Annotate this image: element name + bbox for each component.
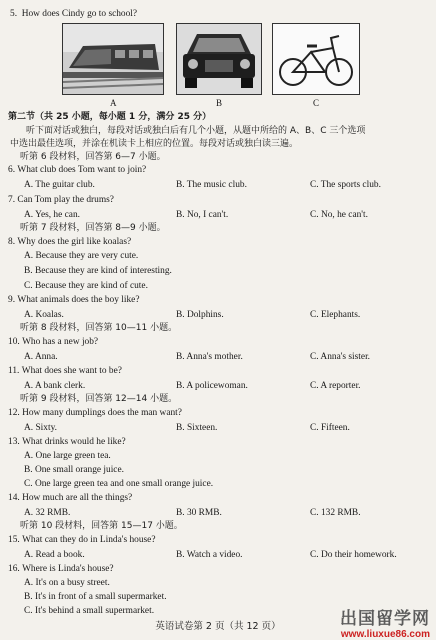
group-15-17: 听第 10 段材料，回答第 15—17 小题。 — [20, 521, 183, 531]
q16-option-a: A. It's on a busy street. — [24, 578, 110, 588]
q13-option-b: B. One small orange juice. — [24, 465, 124, 475]
question-12: 12. How many dumplings does the man want? — [8, 408, 182, 418]
q10-option-c: C. Anna's sister. — [310, 352, 371, 362]
site-watermark — [340, 604, 430, 640]
question-9: 9. What animals does the boy like? — [8, 295, 140, 305]
q11-option-c: C. A reporter. — [310, 381, 361, 391]
q6-option-a: A. The guitar club. — [24, 180, 95, 190]
page-footer: 英语试卷第 2 页（共 12 页） — [155, 621, 281, 632]
q14-option-c: C. 132 RMB. — [310, 508, 361, 518]
question-11: 11. What does she want to be? — [8, 366, 122, 376]
picture-label-c: C — [313, 98, 320, 108]
question-8: 8. Why does the girl like koalas? — [8, 237, 132, 247]
watermark-url: www.liuxue86.com — [340, 629, 430, 640]
question-13: 13. What drinks would he like? — [8, 437, 126, 447]
q16-option-b: B. It's in front of a small supermarket. — [24, 592, 167, 602]
group-10-11: 听第 8 段材料，回答第 10—11 小题。 — [20, 323, 178, 333]
q9-option-c: C. Elephants. — [310, 310, 361, 320]
q10-option-b: B. Anna's mother. — [176, 352, 243, 362]
train-image — [62, 23, 164, 95]
picture-label-a: A — [110, 98, 117, 108]
q15-option-a: A. Read a book. — [24, 550, 85, 560]
question-10: 10. Who has a new job? — [8, 337, 99, 347]
section-title: 第二节（共 25 小题，每小题 1 分，满分 25 分） — [8, 112, 212, 122]
q11-option-a: A. A bank clerk. — [24, 381, 86, 391]
q8-option-b: B. Because they are kind of interesting. — [24, 266, 172, 276]
watermark-title: 出国留学网 — [340, 609, 430, 629]
q7-option-b: B. No, I can't. — [176, 210, 229, 220]
q15-option-b: B. Watch a video. — [176, 550, 243, 560]
q13-option-a: A. One large green tea. — [24, 451, 111, 461]
question-6: 6. What club does Tom want to join? — [8, 165, 147, 175]
q7-option-c: C. No, he can't. — [310, 210, 368, 220]
q16-option-c: C. It's behind a small supermarket. — [24, 606, 155, 616]
q7-option-a: A. Yes, he can. — [24, 210, 80, 220]
question-7: 7. Can Tom play the drums? — [8, 195, 114, 205]
q9-option-a: A. Koalas. — [24, 310, 64, 320]
q13-option-c: C. One large green tea and one small orange juice. — [24, 479, 214, 489]
q12-option-c: C. Fifteen. — [310, 423, 350, 433]
q14-option-b: B. 30 RMB. — [176, 508, 222, 518]
q6-option-b: B. The music club. — [176, 180, 247, 190]
car-image — [176, 23, 262, 95]
question-15: 15. What can they do in Linda's house? — [8, 535, 156, 545]
q12-option-a: A. Sixty. — [24, 423, 57, 433]
q8-option-c: C. Because they are kind of cute. — [24, 281, 148, 291]
q10-option-a: A. Anna. — [24, 352, 58, 362]
section-instructions-2: 中选出最佳选项，并涂在机读卡上相应的位置。每段对话或独白读三遍。 — [10, 139, 299, 149]
group-6-7: 听第 6 段材料，回答第 6—7 小题。 — [20, 152, 166, 162]
question-16: 16. Where is Linda's house? — [8, 564, 114, 574]
bicycle-image — [272, 23, 360, 95]
picture-label-b: B — [216, 98, 223, 108]
q8-option-a: A. Because they are very cute. — [24, 251, 139, 261]
section-instructions-1: 听下面对话或独白，每段对话或独白后有几个小题，从题中所给的 A、B、C 三个选项 — [26, 126, 366, 136]
q11-option-b: B. A policewoman. — [176, 381, 248, 391]
q5-stem: 5. How does Cindy go to school? — [10, 9, 138, 19]
question-14: 14. How much are all the things? — [8, 493, 133, 503]
q12-option-b: B. Sixteen. — [176, 423, 218, 433]
q9-option-b: B. Dolphins. — [176, 310, 224, 320]
group-12-14: 听第 9 段材料，回答第 12—14 小题。 — [20, 394, 178, 404]
q6-option-c: C. The sports club. — [310, 180, 381, 190]
group-8-9: 听第 7 段材料，回答第 8—9 小题。 — [20, 223, 166, 233]
q14-option-a: A. 32 RMB. — [24, 508, 71, 518]
q15-option-c: C. Do their homework. — [310, 550, 397, 560]
